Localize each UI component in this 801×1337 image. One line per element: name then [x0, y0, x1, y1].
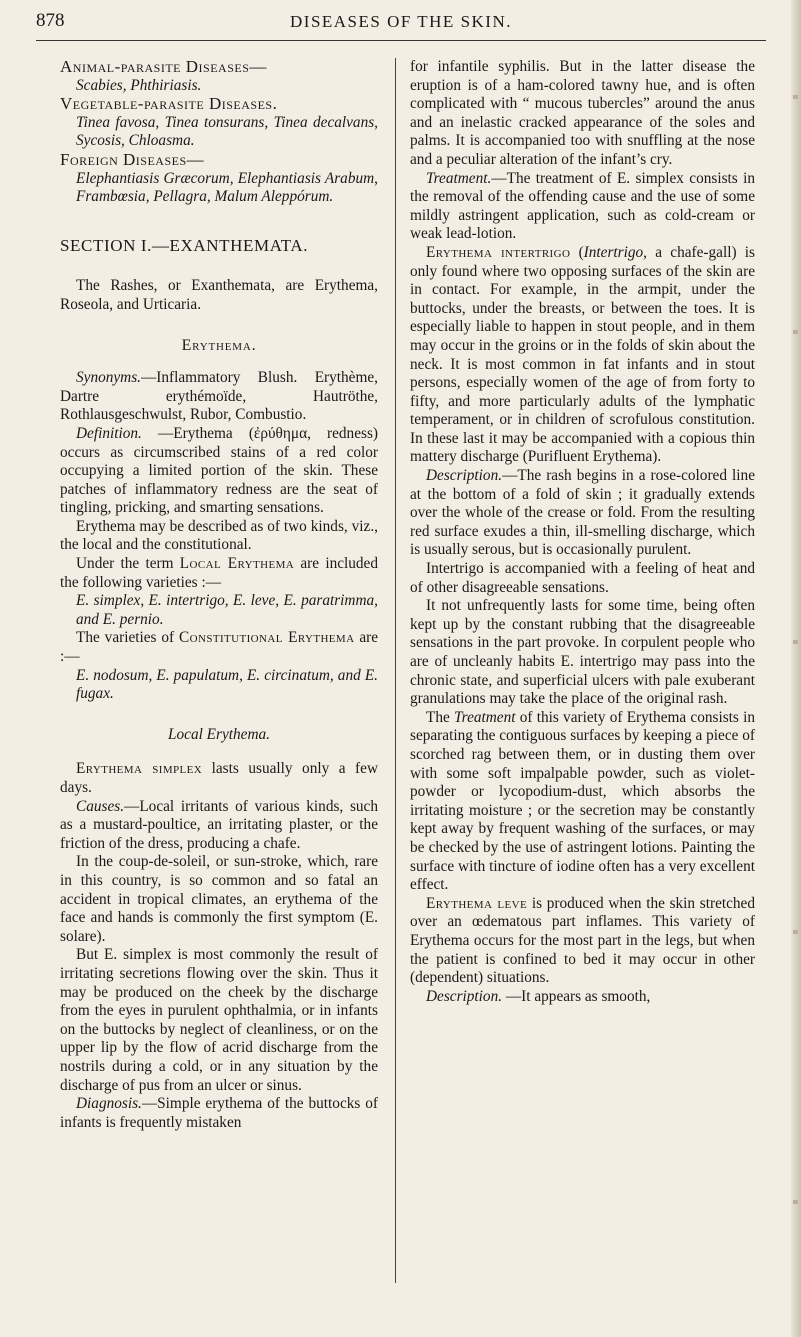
page-number: 878 [36, 10, 65, 31]
foreign-diseases-items: Elephantiasis Græcorum, Elephantiasis Arabum, Frambœsia, Pellagra, Malum Aleppórum. [76, 169, 378, 206]
treatment-intertrigo-lead: The [426, 708, 455, 726]
coup-de-soleil-paragraph: In the coup-de-soleil, or sun-stroke, which, rare in this country, is so common and so fatal an accident in tropical climates, an erythema of the face and hands is commonly the first symptom (E. solare). [60, 853, 378, 945]
animal-parasite-items: Scabies, Phthiriasis. [76, 76, 202, 94]
simplex-text: lasts usually only a few days. [60, 760, 378, 796]
synonyms-text: —Inflammatory Blush. Erythème, Dartre erythémoïde, Hautröthe, Rothlausgeschwulst, Rubor, Combustio. [60, 369, 378, 424]
causes-label: Causes. [76, 797, 125, 815]
local-intro-text: Under the term [76, 555, 180, 573]
diagnosis-label: Diagnosis. [76, 1095, 142, 1113]
description-leve-paragraph [410, 988, 755, 1007]
description-text: —The rash begins in a rose-colored line at the bottom of a fold of skin ; it gradually extends over the whole of the crease or fold. From the resulting red surface exudes a thin, ill-smelling discharge, which is usually serous, but is occasionally purulent. [410, 467, 755, 559]
synonyms-label: Synonyms. [76, 369, 141, 387]
edge-mark [793, 930, 798, 934]
treatment-label: Treatment. [426, 169, 492, 187]
treatment-text: —The treatment of E. simplex consists in the removal of the offending cause and the use of some mildly astringent application, such as cold-cream or weak lead-lotion. [410, 169, 755, 243]
intertrigo-paren-term: Intertrigo [583, 243, 644, 261]
leve-paragraph [410, 895, 755, 988]
edge-mark [793, 1200, 798, 1204]
constitutional-intro-tail: are :— [60, 629, 379, 666]
description-label: Description. [426, 467, 503, 485]
causes-paragraph [60, 798, 378, 854]
page-edge [791, 0, 801, 1337]
treatment-intertrigo-paragraph [410, 709, 755, 895]
secretions-paragraph: But E. simplex is most commonly the result of irritating secretions flowing over the skin. Thus it may be produced on the cheek by the discharge from the eyes in purulent ophthalmia, or in infants on the buttocks by neglect of cleanliness, or on the upper lip by the flow of acrid discharge from the nostrils during a cold, or in any situation by the discharge of pus from an ulcer or sinus. [60, 946, 378, 1094]
local-varieties: E. simplex, E. intertrigo, E. leve, E. paratrimma, and E. pernio. [76, 592, 378, 628]
local-intro-tail: are included the following varieties :— [60, 555, 378, 591]
description-leve-label: Description. [426, 987, 503, 1005]
definition-paragraph [60, 425, 378, 518]
erythema-leve-term: Erythema leve [426, 894, 528, 912]
definition-label: Definition. [76, 424, 142, 442]
erythema-simplex-term: Erythema simplex [76, 760, 203, 778]
intertrigo-text: , a chafe-gall) is only found where two opposing surfaces of the skin are in contact. For example, in the armpit, under the buttocks, under the breasts, or between the toes. It is especially liable to happen in stout people, and in them may occur in the groins or in the folds of skin about the neck. It is most common in fat infants and in stout persons, especially women of the age of from forty to fifty, and more particularly adults of the lymphatic temperament, or in children of scrofulous constitution. In these last it may be accompanied with a copious thin mattery discharge (Purifluent Erythema). [410, 243, 755, 466]
edge-mark [793, 95, 798, 99]
running-title: DISEASES OF THE SKIN. [290, 12, 512, 31]
edge-mark [793, 330, 798, 334]
treatment-paragraph [410, 170, 755, 244]
description-paragraph [410, 467, 755, 560]
section-intro: The Rashes, or Exanthemata, are Erythema, Roseola, and Urticaria. [60, 277, 378, 313]
local-erythema-heading: Local Erythema. [168, 725, 270, 743]
animal-parasite-heading: Animal-parasite Diseases— [60, 57, 267, 76]
treatment-intertrigo-text: of this variety of Erythema consists in separating the contiguous surfaces by keeping a piece of scorched rag between them, or in dusting them over with some soft impalpable powder, such as violet-powder or lycopodium-dust, which absorbs the irritating moisture ; or the secretion may be constantly kept away by frequent washing of the surfaces, or may be checked by the use of astringent lotions. Painting the surface with tincture of iodine often has a very excellent effect. [410, 708, 755, 894]
leve-text: is produced when the skin stretched over an œdematous part inflames. This variety of Erythema occurs for the most part in the legs, but when the patient is confined to bed it may occur in other (dependent) situations. [410, 894, 755, 987]
intertrigo-paragraph: Erythema intertrigo (Intertrigo, a chafe-gall) is only found where two opposing surfaces of the skin are in contact. For example, in the armpit, under the buttocks, under the breasts, or between the toes. It is especially liable to happen in stout people, and in them may occur in the groins or in the folds of skin about the neck. It is most common in fat infants and in stout persons, especially women of the age of from forty to fifty, and more particularly adults of the lymphatic temperament, or in children of scrofulous constitution. In these last it may be accompanied with a copious thin mattery discharge (Purifluent Erythema). [410, 243, 755, 466]
erythema-intertrigo-term: Erythema intertrigo [426, 243, 571, 261]
section-heading: SECTION I.—EXANTHEMATA. [60, 235, 309, 255]
diagnosis-paragraph [60, 1095, 378, 1132]
continuation-paragraph: for infantile syphilis. But in the latter disease the eruption is of a ham-colored tawny hue, and is often complicated with “ mucous tubercles” around the anus and an inelastic cracked appearance of the soles and palms. It is accompanied too with snuffling at the nose and a peculiar alteration of the infant’s cry. [410, 58, 755, 168]
column-divider [395, 58, 396, 1283]
description-leve-text: —It appears as smooth, [502, 987, 651, 1005]
causes-text: —Local irritants of various kinds, such as a mustard-poultice, an irritating plaster, or the friction of the dress, producing a chafe. [60, 797, 378, 852]
edge-mark [793, 640, 798, 644]
constitutional-intro-text: The varieties of [76, 629, 180, 647]
constitutional-intro-paragraph [60, 629, 378, 666]
synonyms-paragraph [60, 369, 378, 425]
page-header [36, 10, 766, 41]
erythema-heading: Erythema. [181, 336, 257, 354]
left-column [60, 58, 378, 1132]
local-intro-paragraph [60, 555, 378, 592]
constitutional-erythema-term: Constitutional Erythema [179, 629, 355, 647]
right-column [410, 58, 755, 1006]
treatment-intertrigo-label: Treatment [454, 708, 516, 726]
constitutional-varieties: E. nodosum, E. papulatum, E. circinatum, and E. fugax. [76, 666, 378, 703]
vegetable-parasite-items: Tinea favosa, Tinea tonsurans, Tinea decalvans, Sycosis, Chloasma. [76, 113, 378, 150]
local-erythema-term: Local Erythema [179, 555, 295, 573]
diagnosis-text: —Simple erythema of the buttocks of infants is frequently mistaken [60, 1095, 378, 1131]
vegetable-parasite-heading: Vegetable-parasite Diseases. [60, 94, 278, 114]
accompanied-paragraph: Intertrigo is accompanied with a feeling of heat and of other disagreeable sensations. [410, 560, 755, 596]
definition-text: —Erythema (ἐρύθημα, redness) occurs as circumscribed stains of a red color occupying a limited portion of the skin. These patches of inflammatory redness are the seat of tingling, pricking, and smarting sensations. [60, 424, 378, 517]
simplex-paragraph [60, 760, 378, 797]
foreign-diseases-heading: Foreign Diseases— [60, 149, 205, 169]
kinds-paragraph: Erythema may be described as of two kinds, viz., the local and the constitutional. [60, 517, 378, 554]
lasts-paragraph: It not unfrequently lasts for some time, being often kept up by the constant rubbing that the disagreeable sensations in the part provoke. In corpulent people who are of uncleanly habits E. intertrigo may pass into the chronic state, and superficial ulcers with pale exuberant granulations may take the place of the original rash. [410, 597, 755, 708]
